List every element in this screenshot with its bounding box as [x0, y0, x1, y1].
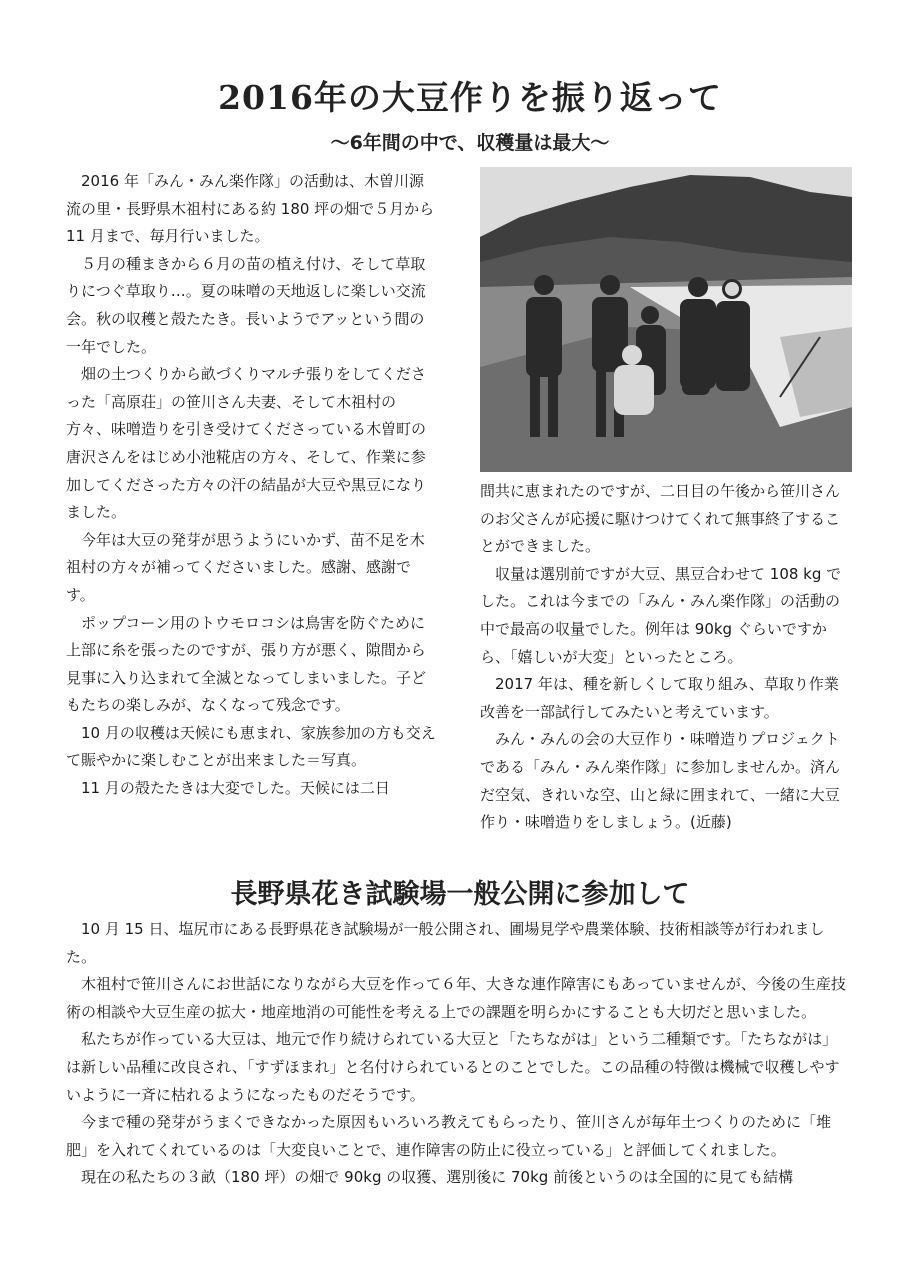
paragraph: 10 月の収穫は天候にも恵まれ、家族参加の方も交えて賑やかに楽しむことが出来ました＝写真。	[66, 723, 436, 770]
article-title: 2016年の大豆作りを振り返って	[218, 78, 722, 117]
paragraph: 畑の土つくりから畝づくりマルチ張りをしてくださった「高原荘」の笹川さん夫妻、そして木祖村の方々、味噌造りを引き受けてくださっている木曽町の唐沢さんをはじめ小池糀店の方々、そして、作業に参加してくださった方々の汗の結晶が大豆や黒豆になりました。	[66, 365, 427, 522]
paragraph: 11 月の殻たたきは大変でした。天候には二日	[81, 779, 390, 798]
paragraph: 私たちが作っている大豆は、地元で作り続けられている大豆と「たちながは」という二種類です。「たちながは」は新しい品種に改良され、「すずほまれ」と名付けられているとのことでした。この品種の特徴は機械で収穫しやすいように一斉に枯れるようになったものだそうです。	[66, 1030, 840, 1104]
article-subtitle: ～6年間の中で、収穫量は最大～	[330, 132, 610, 154]
article2-title: 長野県花き試験場一般公開に参加して	[230, 879, 690, 910]
article-right-column	[480, 478, 852, 837]
paragraph: 10 月 15 日、塩尻市にある長野県花き試験場が一般公開され、圃場見学や農業体験、技術相談等が行われました。	[66, 920, 825, 966]
article2-body	[66, 916, 852, 1192]
paragraph: ポップコーン用のトウモロコシは鳥害を防ぐために上部に糸を張ったのですが、張り方が悪く、隙間から見事に入り込まれて全滅となってしまいました。子どもたちの楽しみが、なくなって残念です。	[66, 613, 427, 715]
paragraph: 2017 年は、種を新しくして取り組み、草取り作業改善を一部試行してみたいと考えています。	[480, 675, 839, 721]
paragraph: ５月の種まきから６月の苗の植え付け、そして草取りにつぐ草取り…。夏の味噌の天地返しに楽しい交流会。秋の収穫と殻たたき。長いようでアッという間の一年でした。	[66, 254, 426, 356]
paragraph: 今まで種の発芽がうまくできなかった原因もいろいろ教えてもらったり、笹川さんが毎年土つくりのために「堆肥」を入れてくれているのは「大変良いことで、連作障害の防止に役立っている」と評価してくれました。	[66, 1113, 832, 1159]
paragraph: 木祖村で笹川さんにお世話になりながら大豆を作って６年、大きな連作障害にもあっていませんが、今後の生産技術の相談や大豆生産の拡大・地産地消の可能性を考える上での課題を明らかにすることも大切だと思いました。	[66, 975, 846, 1021]
group-photo	[480, 167, 852, 472]
paragraph: 今年は大豆の発芽が思うようにいかず、苗不足を木祖村の方々が補ってくださいました。感謝、感謝です。	[66, 530, 425, 604]
paragraph: 2016 年「みん・みん楽作隊」の活動は、木曽川源流の里・長野県木祖村にある約 180 坪の畑で５月から 11 月まで、毎月行いました。	[66, 172, 435, 246]
article-left-column	[66, 168, 436, 803]
paragraph: 間共に恵まれたのですが、二日目の午後から笹川さんのお父さんが応援に駆けつけてくれて無事終了することができました。	[480, 482, 841, 556]
paragraph: 収量は選別前ですが大豆、黒豆合わせて 108 kg でした。これは今までの「みん・みん楽作隊」の活動の中で最高の収量でした。例年は 90kg ぐらいですから、「嬉しいが大変」といったところ。	[480, 564, 842, 666]
paragraph: 現在の私たちの３畝（180 坪）の畑で 90kg の収獲、選別後に 70kg 前後というのは全国的に見ても結構	[81, 1168, 794, 1187]
paragraph: みん・みんの会の大豆作り・味噌造りプロジェクトである「みん・みん楽作隊」に参加しませんか。済んだ空気、きれいな空、山と緑に囲まれて、一緒に大豆作り・味噌造りをしましょう。(近藤)	[480, 730, 841, 832]
